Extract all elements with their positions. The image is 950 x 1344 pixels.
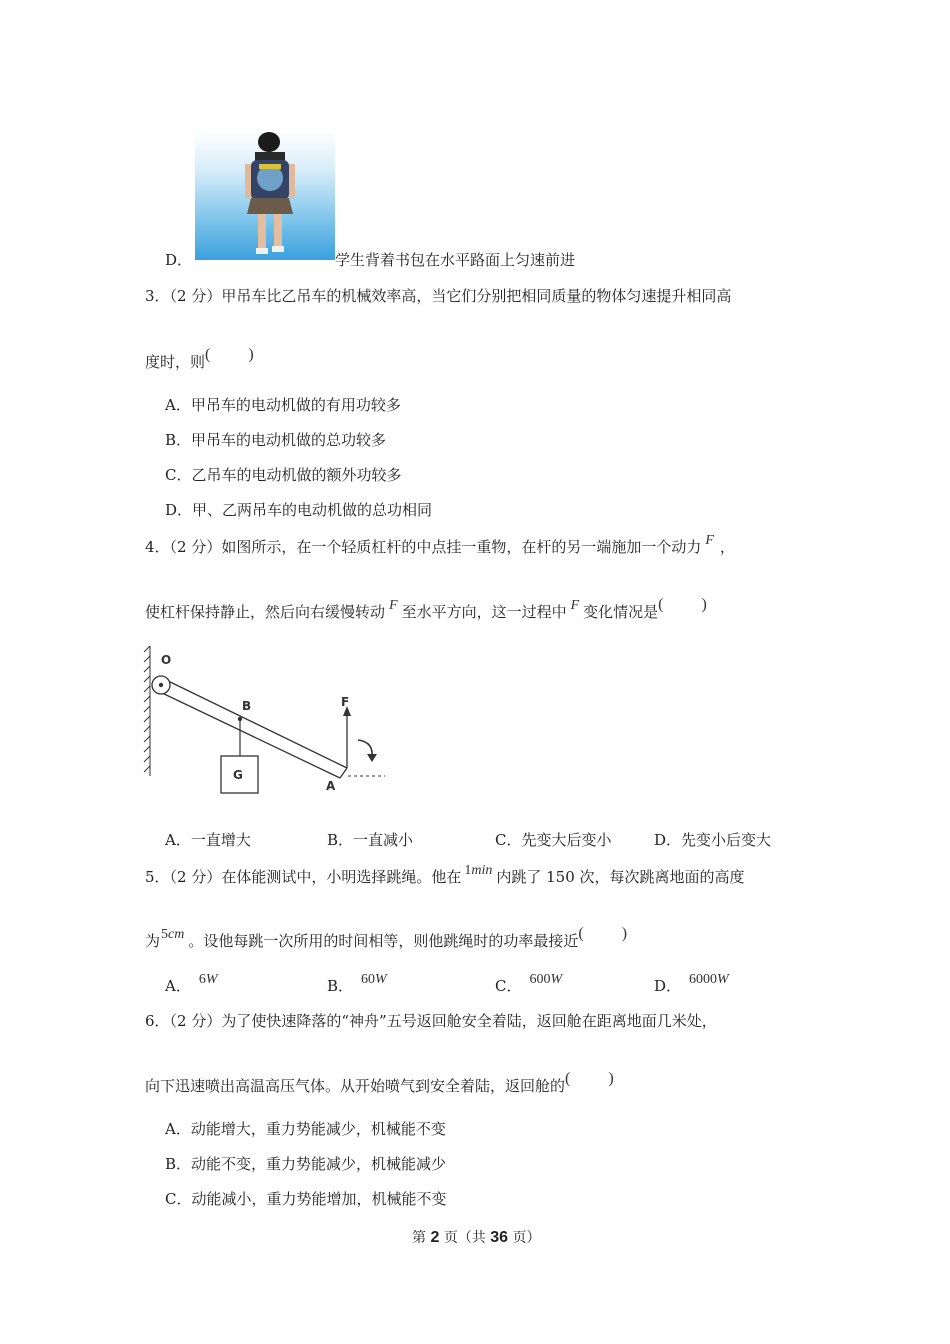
q4-paren-close: ): [701, 596, 707, 613]
q5-paren-open: (: [578, 925, 584, 942]
q3-line2: [145, 346, 254, 372]
q5-option-c: [495, 972, 563, 996]
q3-paren-close: ): [248, 346, 254, 363]
label-b: B: [242, 699, 252, 713]
q5-option-b: [327, 972, 387, 996]
q5-option-c-value-group: [529, 972, 562, 987]
q5-line1-b: 内跳了 150 次，每次跳离地面的高度: [496, 868, 745, 886]
label-a: A: [326, 779, 336, 793]
q5-unit-min-text: min: [471, 863, 493, 878]
q4-line2-b: 至水平方向，这一过程中: [401, 603, 567, 621]
q5-line2-a: 为: [145, 932, 161, 950]
footer-page-number: 2: [430, 1229, 440, 1246]
q3-option-d: D．甲、乙两吊车的电动机做的总功相同: [165, 501, 433, 519]
pivot-point: [159, 683, 163, 687]
label-o: O: [161, 653, 172, 667]
q5-option-d-unit: W: [717, 972, 729, 987]
footer-suffix: 页）: [512, 1230, 541, 1246]
q3-option-a: A．甲吊车的电动机做的有用功较多: [165, 396, 401, 414]
q5-option-d-value: 6000: [689, 972, 718, 987]
q4-comma: ，: [719, 538, 735, 556]
q5-option-d-label: D．: [654, 977, 682, 995]
q5-line1-a: 5．（2 分）在体能测试中，小明选择跳绳。他在: [145, 868, 462, 886]
q5-unit-cm: [161, 927, 184, 942]
q5-line2-b: 。设他每跳一次所用的时间相等，则他跳绳时的功率最接近: [188, 932, 579, 950]
q4-line2-c: 变化情况是: [583, 603, 659, 621]
q6-option-a: A．动能增大，重力势能减少，机械能不变: [165, 1120, 446, 1138]
q6-line2-text: 向下迅速喷出高温高压气体。从开始喷气到安全着陆，返回舱的: [145, 1077, 566, 1095]
footer-mid: 页（共: [443, 1230, 486, 1246]
q4-option-c: C．先变大后变小: [495, 831, 612, 849]
q5-option-c-unit: W: [550, 972, 563, 987]
q5-option-b-unit: W: [375, 972, 387, 987]
page-footer: [412, 1227, 541, 1247]
q4-option-d: D．先变小后变大: [654, 831, 772, 849]
q4-option-a: A．一直增大: [165, 831, 251, 849]
q4-force-f: F: [705, 533, 714, 548]
q2-option-d-label: D．: [165, 251, 193, 269]
q5-option-a-value: 6: [198, 972, 206, 987]
q5-unit-min-num: 1: [464, 863, 472, 878]
q5-option-a-label: A．: [165, 977, 191, 995]
q5-option-c-value: 600: [529, 972, 551, 987]
student-figure-icon: [195, 130, 335, 260]
q5-paren-close: ): [621, 925, 628, 942]
q5-option-b-label: B．: [327, 977, 354, 995]
q5-option-c-label: C．: [495, 977, 522, 995]
q2-option-d-text: 学生背着书包在水平路面上匀速前进: [335, 251, 576, 269]
q6-line1: 6．（2 分）为了使快速降落的“神舟”五号返回舱安全着陆，返回舱在距离地面几米处，: [145, 1012, 717, 1030]
q5-option-a-unit: W: [205, 972, 218, 987]
lever-diagram: [140, 640, 400, 800]
q6-paren-close: ): [608, 1070, 614, 1087]
q3-option-c: C．乙吊车的电动机做的额外功较多: [165, 466, 402, 484]
q5-option-d: [654, 972, 729, 996]
q5-option-d-value-group: [689, 972, 729, 987]
q4-line2-a: 使杠杆保持静止，然后向右缓慢转动: [145, 603, 386, 621]
q3-paren-open: (: [205, 346, 211, 363]
q3-line1: 3．（2 分）甲吊车比乙吊车的机械效率高，当它们分别把相同质量的物体匀速提升相同高: [145, 287, 732, 305]
q5-option-a-value-group: [199, 972, 218, 987]
q5-unit-min: [464, 863, 492, 878]
q5-option-a: [165, 972, 218, 996]
q4-option-b: B．一直减小: [327, 831, 414, 849]
q5-option-b-value-group: [361, 972, 387, 987]
footer-prefix: 第: [412, 1230, 426, 1246]
q5-line2: [145, 925, 628, 951]
q6-option-b: B．动能不变，重力势能减少，机械能减少: [165, 1155, 447, 1173]
q4-line1: [145, 533, 735, 557]
q3-option-b: B．甲吊车的电动机做的总功较多: [165, 431, 387, 449]
q6-paren-open: (: [565, 1070, 571, 1087]
wall-hatch: [144, 646, 150, 776]
q5-unit-cm-text: cm: [168, 927, 185, 942]
q5-line1: [145, 863, 745, 887]
label-g: G: [233, 768, 243, 782]
q5-option-b-value: 60: [361, 972, 376, 987]
q4-force-f2: F: [389, 598, 398, 613]
q4-paren-open: (: [658, 596, 664, 613]
q4-line2: [145, 596, 707, 622]
q6-line2: [145, 1070, 614, 1096]
rotation-arrow-head-icon: [367, 754, 377, 762]
q3-line2-text: 度时，则: [145, 353, 206, 371]
q5-unit-cm-num: 5: [161, 927, 169, 942]
student-backpack-photo: [195, 130, 335, 260]
q4-force-f3: F: [570, 598, 580, 613]
q6-option-c: C．动能减小，重力势能增加，机械能不变: [165, 1190, 447, 1208]
label-f: F: [341, 695, 350, 709]
footer-total-pages: 36: [490, 1229, 509, 1246]
q4-line1-text: 4．（2 分）如图所示，在一个轻质杠杆的中点挂一重物，在杆的另一端施加一个动力: [145, 538, 702, 556]
